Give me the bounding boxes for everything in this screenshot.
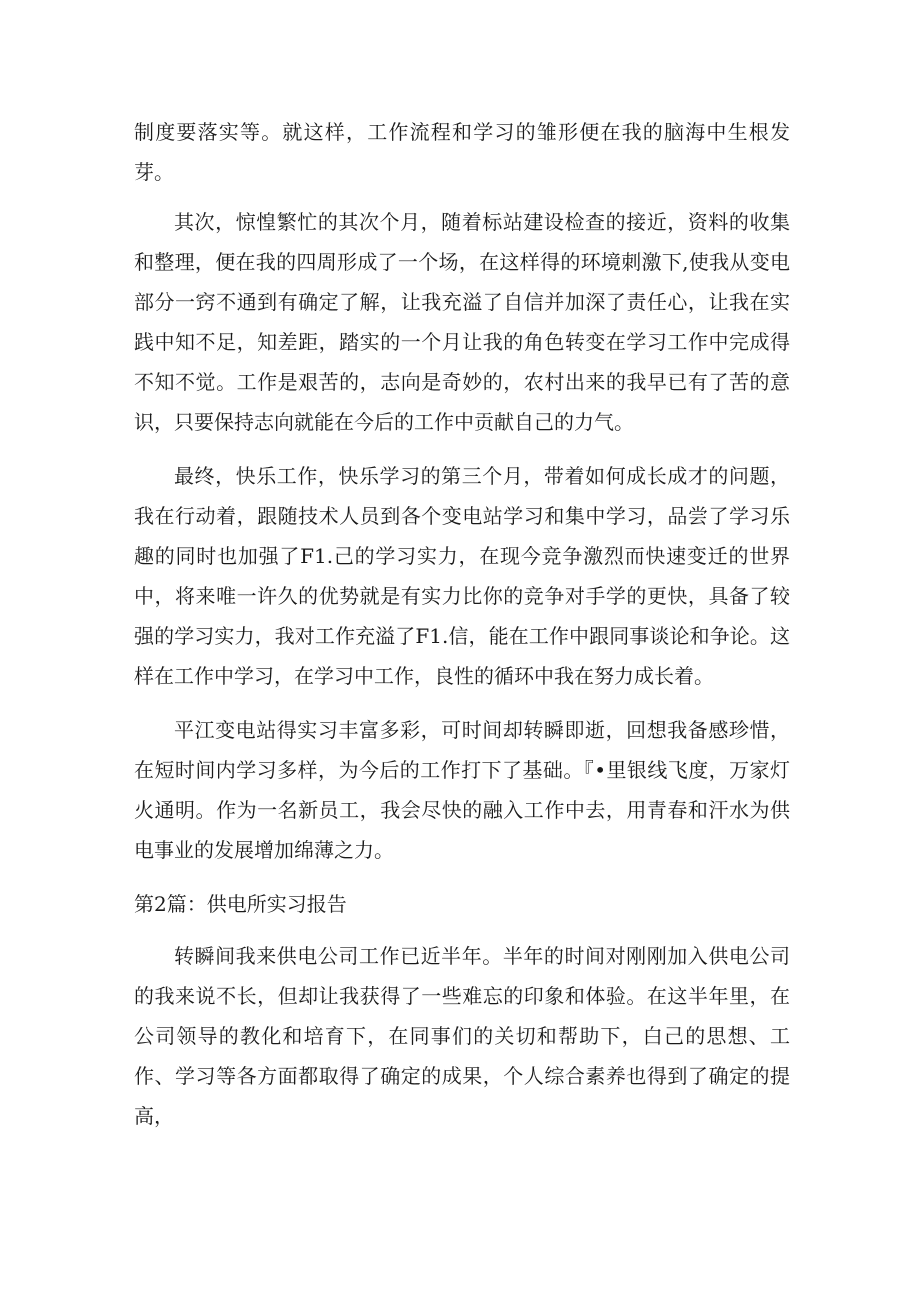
paragraph-section-intro: 转瞬间我来供电公司工作已近半年。半年的时间对刚刚加入供电公司的我来说不长，但却让我获得了一些难忘的印象和体验。在这半年里，在公司领导的教化和培育下，在同事们的关切和帮助下，白己的思想、工作、学习等各方面都取得了确定的成果，个人综合素养也得到了确定的提高， xyxy=(134,944,790,1128)
section-heading: 第2篇：供电所实习报告 xyxy=(134,892,347,916)
paragraph-second-month: 其次，惊惶繁忙的其次个月，随着标站建设检查的接近，资料的收集和整理，便在我的四周形成了一个场，在这样得的环境刺激下,使我从变电部分一窍不通到有确定了解，让我充溢了自信并加深了责任心，让我在实践中知不足，知差距，踏实的一个月让我的角色转变在学习工作中完成得不知不觉。工作是艰苦的，志向是奇妙的，农村出来的我早已有了苦的意识，只要保持志向就能在今后的工作中贡献自己的力气。 xyxy=(134,210,790,434)
paragraph-conclusion: 平江变电站得实习丰富多彩，可时间却转瞬即逝，回想我备感珍惜，在短时间内学习多样，为今后的工作打下了基础。『•里银线飞度，万家灯火通明。作为一名新员工，我会尽快的融入工作中去，用青春和汗水为供电事业的发展增加绵薄之力。 xyxy=(134,718,790,862)
paragraph-third-month: 最终，快乐工作，快乐学习的第三个月，带着如何成长成才的问题，我在行动着，跟随技术人员到各个变电站学习和集中学习，品尝了学习乐趣的同时也加强了F1.己的学习实力，在现今竞争激烈而快速变迁的世界中，将来唯一许久的优势就是有实力比你的竞争对手学的更快，具备了较强的学习实力，我对工作充溢了F1.信，能在工作中跟同事谈论和争论。这样在工作中学习，在学习中工作，良性的循环中我在努力成长着。 xyxy=(134,464,790,688)
document-body xyxy=(134,112,790,1150)
paragraph-continuation: 制度要落实等。就这样，工作流程和学习的雏形便在我的脑海中生根发芽。 xyxy=(134,120,790,184)
